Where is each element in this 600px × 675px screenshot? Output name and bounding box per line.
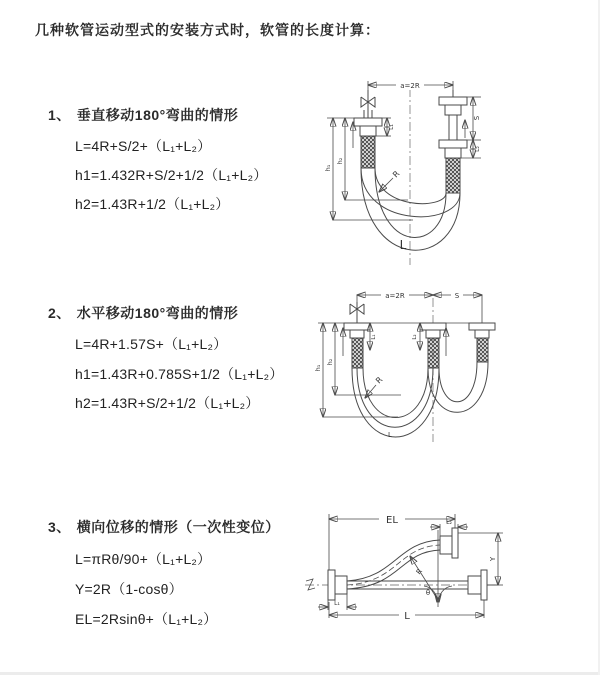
dim-label-s: S (454, 292, 460, 300)
radius-callout (379, 169, 402, 192)
dim-label-r: R (414, 567, 425, 577)
dim-a2r (368, 79, 453, 94)
section1-formula-L: L=4R+S/2+（L₁+L₂） (75, 138, 212, 154)
middle-pipe-fitting (420, 323, 446, 368)
dim-l (329, 600, 484, 622)
section1-formula-h2: h2=1.43R+1/2（L₁+L₂） (75, 196, 230, 212)
section1-number: 1、 (48, 107, 71, 123)
diagram-horizontal-180-bend (313, 282, 600, 457)
section2-heading-text: 水平移动180°弯曲的情形 (76, 305, 239, 321)
section1-heading (48, 105, 238, 125)
dim-label-l2: L₂ (412, 334, 418, 340)
dim-l2 (430, 519, 468, 536)
hose-u-bend (361, 168, 460, 250)
diagram-lateral-displacement (300, 500, 600, 665)
section1-heading-text: 垂直移动180°弯曲的情形 (76, 107, 239, 123)
dim-label-l2: L₂ (474, 146, 481, 152)
valve-icon (350, 302, 364, 323)
right-pipe-fitting (439, 90, 467, 193)
left-flange (328, 570, 347, 600)
section2-number: 2、 (48, 305, 71, 321)
section1-formula-h1: h1=1.432R+S/2+1/2（L₁+L₂） (75, 167, 268, 183)
dim-label-h2: h₂ (326, 358, 334, 366)
dim-label-a2r: a=2R (400, 82, 420, 90)
dim-l2 (412, 323, 420, 350)
section3-formula-Y: Y=2R（1-cosθ） (75, 581, 183, 597)
diagram-vertical-180-bend (313, 68, 598, 268)
left-pipe-fitting (344, 323, 370, 368)
dim-label-l1: L₁ (371, 334, 377, 340)
section2-formula-h2: h2=1.43R+S/2+1/2（L₁+L₂） (75, 395, 260, 411)
dim-label-s: S (473, 115, 481, 121)
valve-icon (361, 90, 375, 118)
dim-label-y: Y (489, 556, 497, 562)
section3-number: 3、 (48, 519, 71, 535)
hose-u-bends (352, 362, 488, 437)
break-symbol (306, 579, 315, 590)
dim-label-l1: L₁ (388, 124, 395, 130)
section2-formula-L: L=4R+1.57S+（L₁+L₂） (75, 336, 228, 352)
dim-label-el: EL (386, 515, 398, 526)
dim-label-h2: h₂ (336, 157, 344, 165)
dim-label-h1: h₁ (324, 164, 332, 172)
section3-heading-text: 横向位移的情形（一次性变位） (76, 519, 280, 535)
dim-label-r: R (391, 169, 402, 180)
section2-formula-h1: h1=1.43R+0.785S+1/2（L₁+L₂） (75, 366, 284, 382)
left-pipe-fitting (354, 110, 382, 168)
right-pipe-fitting (469, 323, 495, 362)
dim-l1 (318, 594, 357, 610)
radius-callout (365, 375, 385, 398)
dim-label-l-total: L (404, 611, 410, 622)
section3-formula-L: L=πRθ/90+（L₁+L₂） (75, 551, 212, 567)
dim-label-a2r: a=2R (385, 292, 405, 300)
dim-el (329, 513, 455, 570)
dim-label-h1: h₁ (314, 364, 322, 372)
dim-label-l1: L₁ (334, 600, 340, 607)
page-title: 几种软管运动型式的安装方式时，软管的长度计算： (35, 22, 380, 38)
section2-heading (48, 303, 238, 323)
dim-label-l2: L₂ (446, 519, 452, 526)
dim-a2r (357, 290, 482, 323)
dim-s-l2 (460, 97, 481, 158)
dim-l1 (370, 323, 377, 350)
dim-label-r: R (374, 375, 385, 386)
section3-heading (48, 517, 280, 537)
dim-label-theta: θ (425, 589, 431, 597)
dim-label-l-total: L (399, 238, 407, 252)
top-flange (440, 528, 458, 558)
dim-label-l-total: L (388, 431, 392, 439)
section3-formula-EL: EL=2Rsinθ+（L₁+L₂） (75, 611, 218, 627)
